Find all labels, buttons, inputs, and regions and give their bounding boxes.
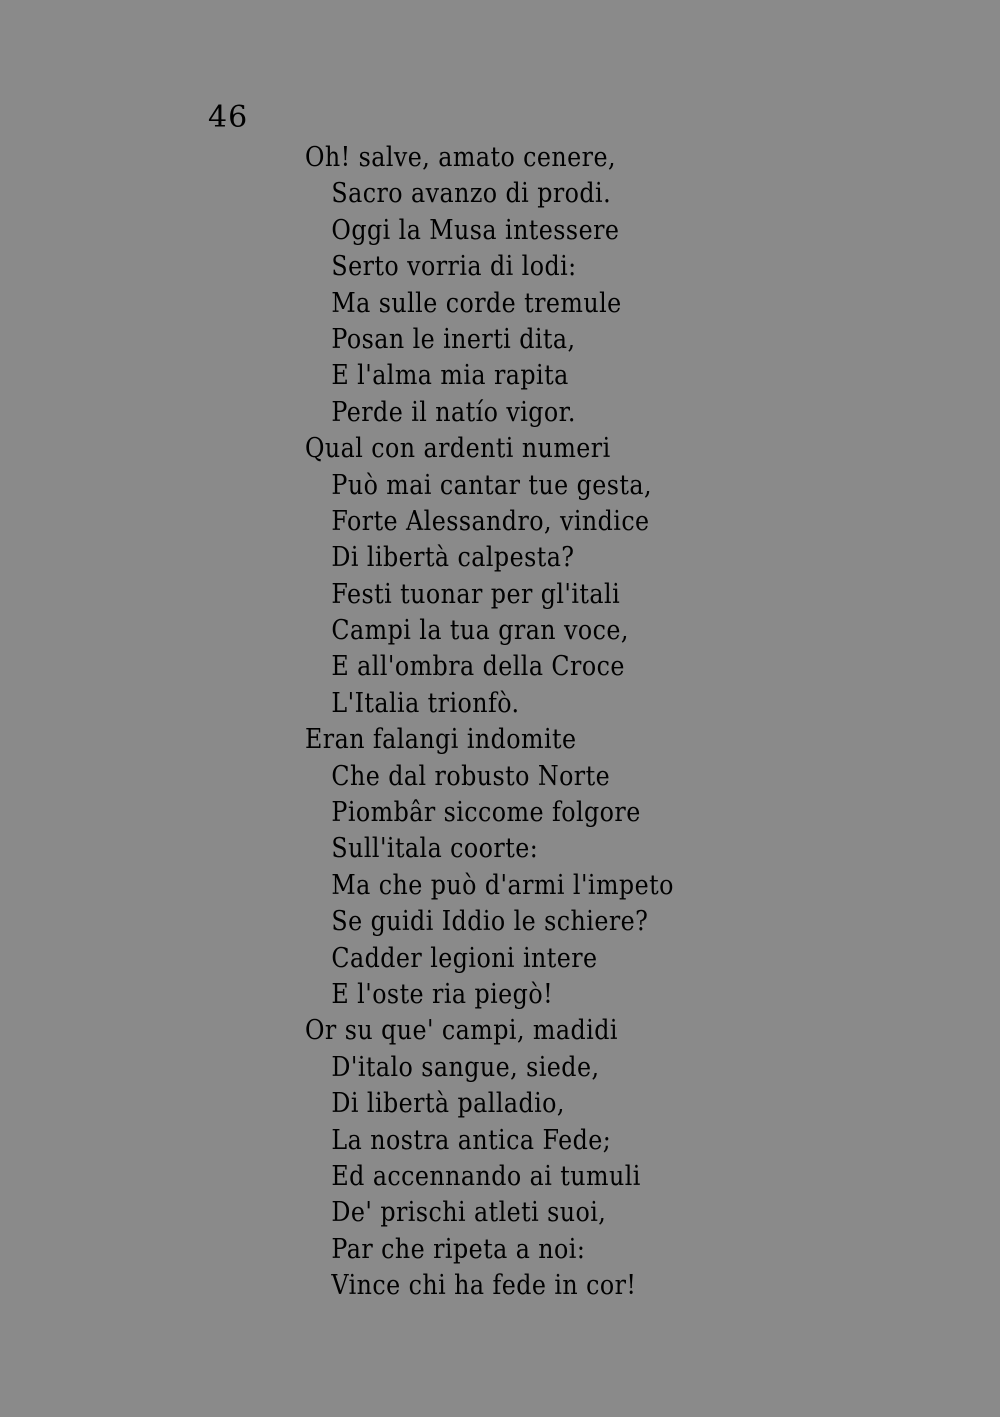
poem-line: Par che ripeta a noi: [331, 1233, 586, 1265]
poem-line: Serto vorria di lodi: [331, 251, 577, 283]
poem-line: Or su que' campi, madidi [305, 1015, 618, 1047]
poem-line: Eran falangi indomite [305, 724, 577, 756]
poem [305, 140, 865, 1305]
poem-line: Vince chi ha fede in cor! [331, 1270, 637, 1302]
poem-line: E l'alma mia rapita [331, 360, 569, 392]
poem-line: Campi la tua gran voce, [331, 615, 629, 647]
poem-line: Posan le inerti dita, [331, 323, 576, 355]
poem-line: Oggi la Musa intessere [331, 214, 620, 246]
poem-line: D'italo sangue, siede, [331, 1051, 600, 1083]
poem-line: Ma che può d'armi l'impeto [331, 869, 674, 901]
poem-line: Può mai cantar tue gesta, [331, 469, 652, 501]
poem-line: Forte Alessandro, vindice [331, 505, 650, 537]
poem-line: E all'ombra della Croce [331, 651, 625, 683]
poem-line: Ed accennando ai tumuli [331, 1160, 641, 1192]
poem-line: Sacro avanzo di prodi. [331, 178, 612, 210]
page-number: 46 [208, 100, 249, 135]
poem-line: Di libertà palladio, [331, 1088, 565, 1120]
poem-line: L'Italia trionfò. [331, 687, 520, 719]
poem-line: De' prischi atleti suoi, [331, 1197, 607, 1229]
poem-line: Sull'itala coorte: [331, 833, 539, 865]
poem-line: Piombâr siccome folgore [331, 797, 641, 829]
poem-line: Se guidi Iddio le schiere? [331, 906, 649, 938]
poem-line: Di libertà calpesta? [331, 542, 575, 574]
poem-line: Oh! salve, amato cenere, [305, 142, 616, 173]
poem-line: Che dal robusto Norte [331, 760, 611, 792]
poem-line: Cadder legioni intere [331, 942, 598, 974]
poem-line: Festi tuonar per gl'itali [331, 578, 621, 610]
poem-line: Perde il natío vigor. [331, 396, 576, 428]
poem-line: La nostra antica Fede; [331, 1124, 612, 1156]
poem-line: E l'oste ria piegò! [331, 978, 554, 1010]
poem-line: Ma sulle corde tremule [331, 287, 622, 319]
poem-line: Qual con ardenti numeri [305, 433, 611, 465]
